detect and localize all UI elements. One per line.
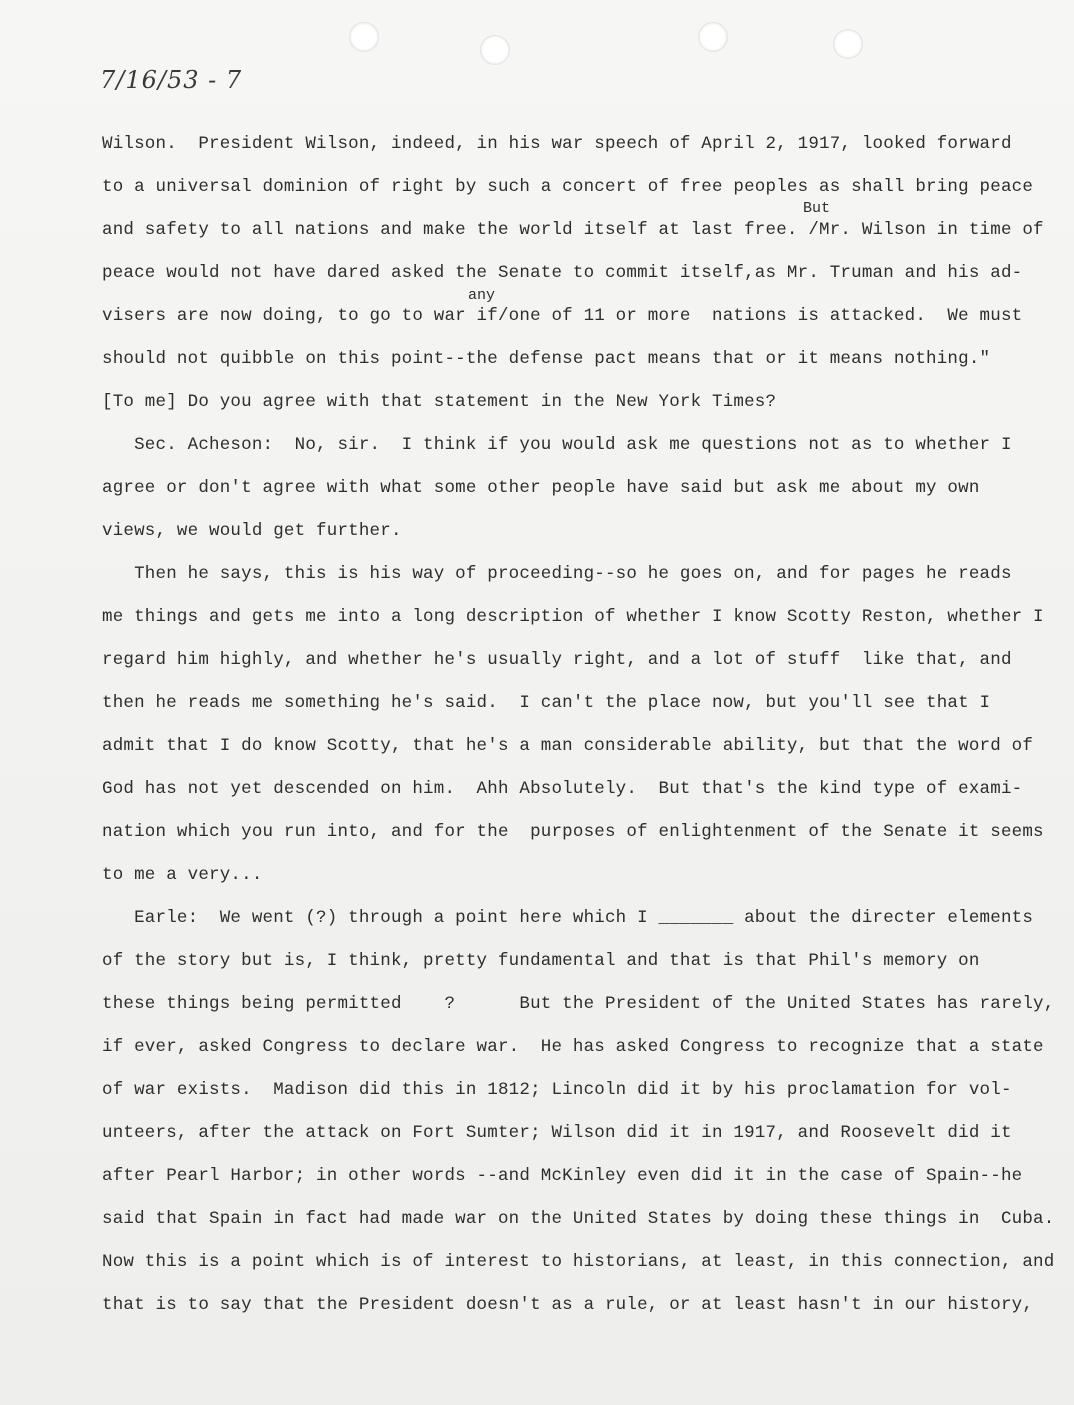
text-line: to a universal dominion of right by such a concert of free peoples as shall bring peace [102,177,1034,197]
punch-hole [480,35,510,65]
text-line: admit that I do know Scotty, that he's a man considerable ability, but that the word of [102,736,1034,756]
interlinear-insertion-any: any [468,287,496,304]
punch-hole [833,29,863,59]
text-line: visers are now doing, to go to war if/one of 11 or more nations is attacked. We must [102,306,1023,326]
text-line: should not quibble on this point--the defense pact means that or it means nothing." [102,349,991,369]
text-line: these things being permitted ? But the President of the United States has rarely, [102,994,1055,1014]
text-line: God has not yet descended on him. Ahh Absolutely. But that's the kind type of exami- [102,779,1023,799]
text-line: if ever, asked Congress to declare war. He has asked Congress to recognize that a state [102,1037,1044,1057]
text-line: Then he says, this is his way of proceeding--so he goes on, and for pages he reads [102,564,1012,584]
text-line: after Pearl Harbor; in other words --and McKinley even did it in the case of Spain--he [102,1166,1023,1186]
text-line: [To me] Do you agree with that statement in the New York Times? [102,392,777,412]
punch-hole [349,22,379,52]
punch-hole [698,22,728,52]
text-line: agree or don't agree with what some other people have said but ask me about my own [102,478,980,498]
text-line: of the story but is, I think, pretty fundamental and that is that Phil's memory on [102,951,980,971]
text-line: unteers, after the attack on Fort Sumter; Wilson did it in 1917, and Roosevelt did it [102,1123,1012,1143]
interlinear-insertion-but: But [803,200,831,217]
text-line: then he reads me something he's said. I can't the place now, but you'll see that I [102,693,991,713]
text-line: views, we would get further. [102,521,402,541]
text-line: that is to say that the President doesn't as a rule, or at least hasn't in our history, [102,1295,1034,1315]
text-line: of war exists. Madison did this in 1812; Lincoln did it by his proclamation for vol- [102,1080,1012,1100]
text-line: to me a very... [102,865,263,885]
text-line: Now this is a point which is of interest to historians, at least, in this connection, and [102,1252,1055,1272]
text-line: Sec. Acheson: No, sir. I think if you would ask me questions not as to whether I [102,435,1012,455]
page-header-date: 7/16/53 - 7 [100,66,243,94]
text-line: Wilson. President Wilson, indeed, in his war speech of April 2, 1917, looked forward [102,134,1012,154]
text-line: and safety to all nations and make the world itself at last free. /Mr. Wilson in time of [102,220,1044,240]
text-line: regard him highly, and whether he's usually right, and a lot of stuff like that, and [102,650,1012,670]
text-line: nation which you run into, and for the purposes of enlightenment of the Senate it seems [102,822,1044,842]
text-line: Earle: We went (?) through a point here which I _______ about the directer elements [102,908,1034,928]
text-line: peace would not have dared asked the Senate to commit itself,as Mr. Truman and his ad- [102,263,1023,283]
text-line: me things and gets me into a long description of whether I know Scotty Reston, whether I [102,607,1044,627]
text-line: said that Spain in fact had made war on the United States by doing these things in Cuba. [102,1209,1055,1229]
